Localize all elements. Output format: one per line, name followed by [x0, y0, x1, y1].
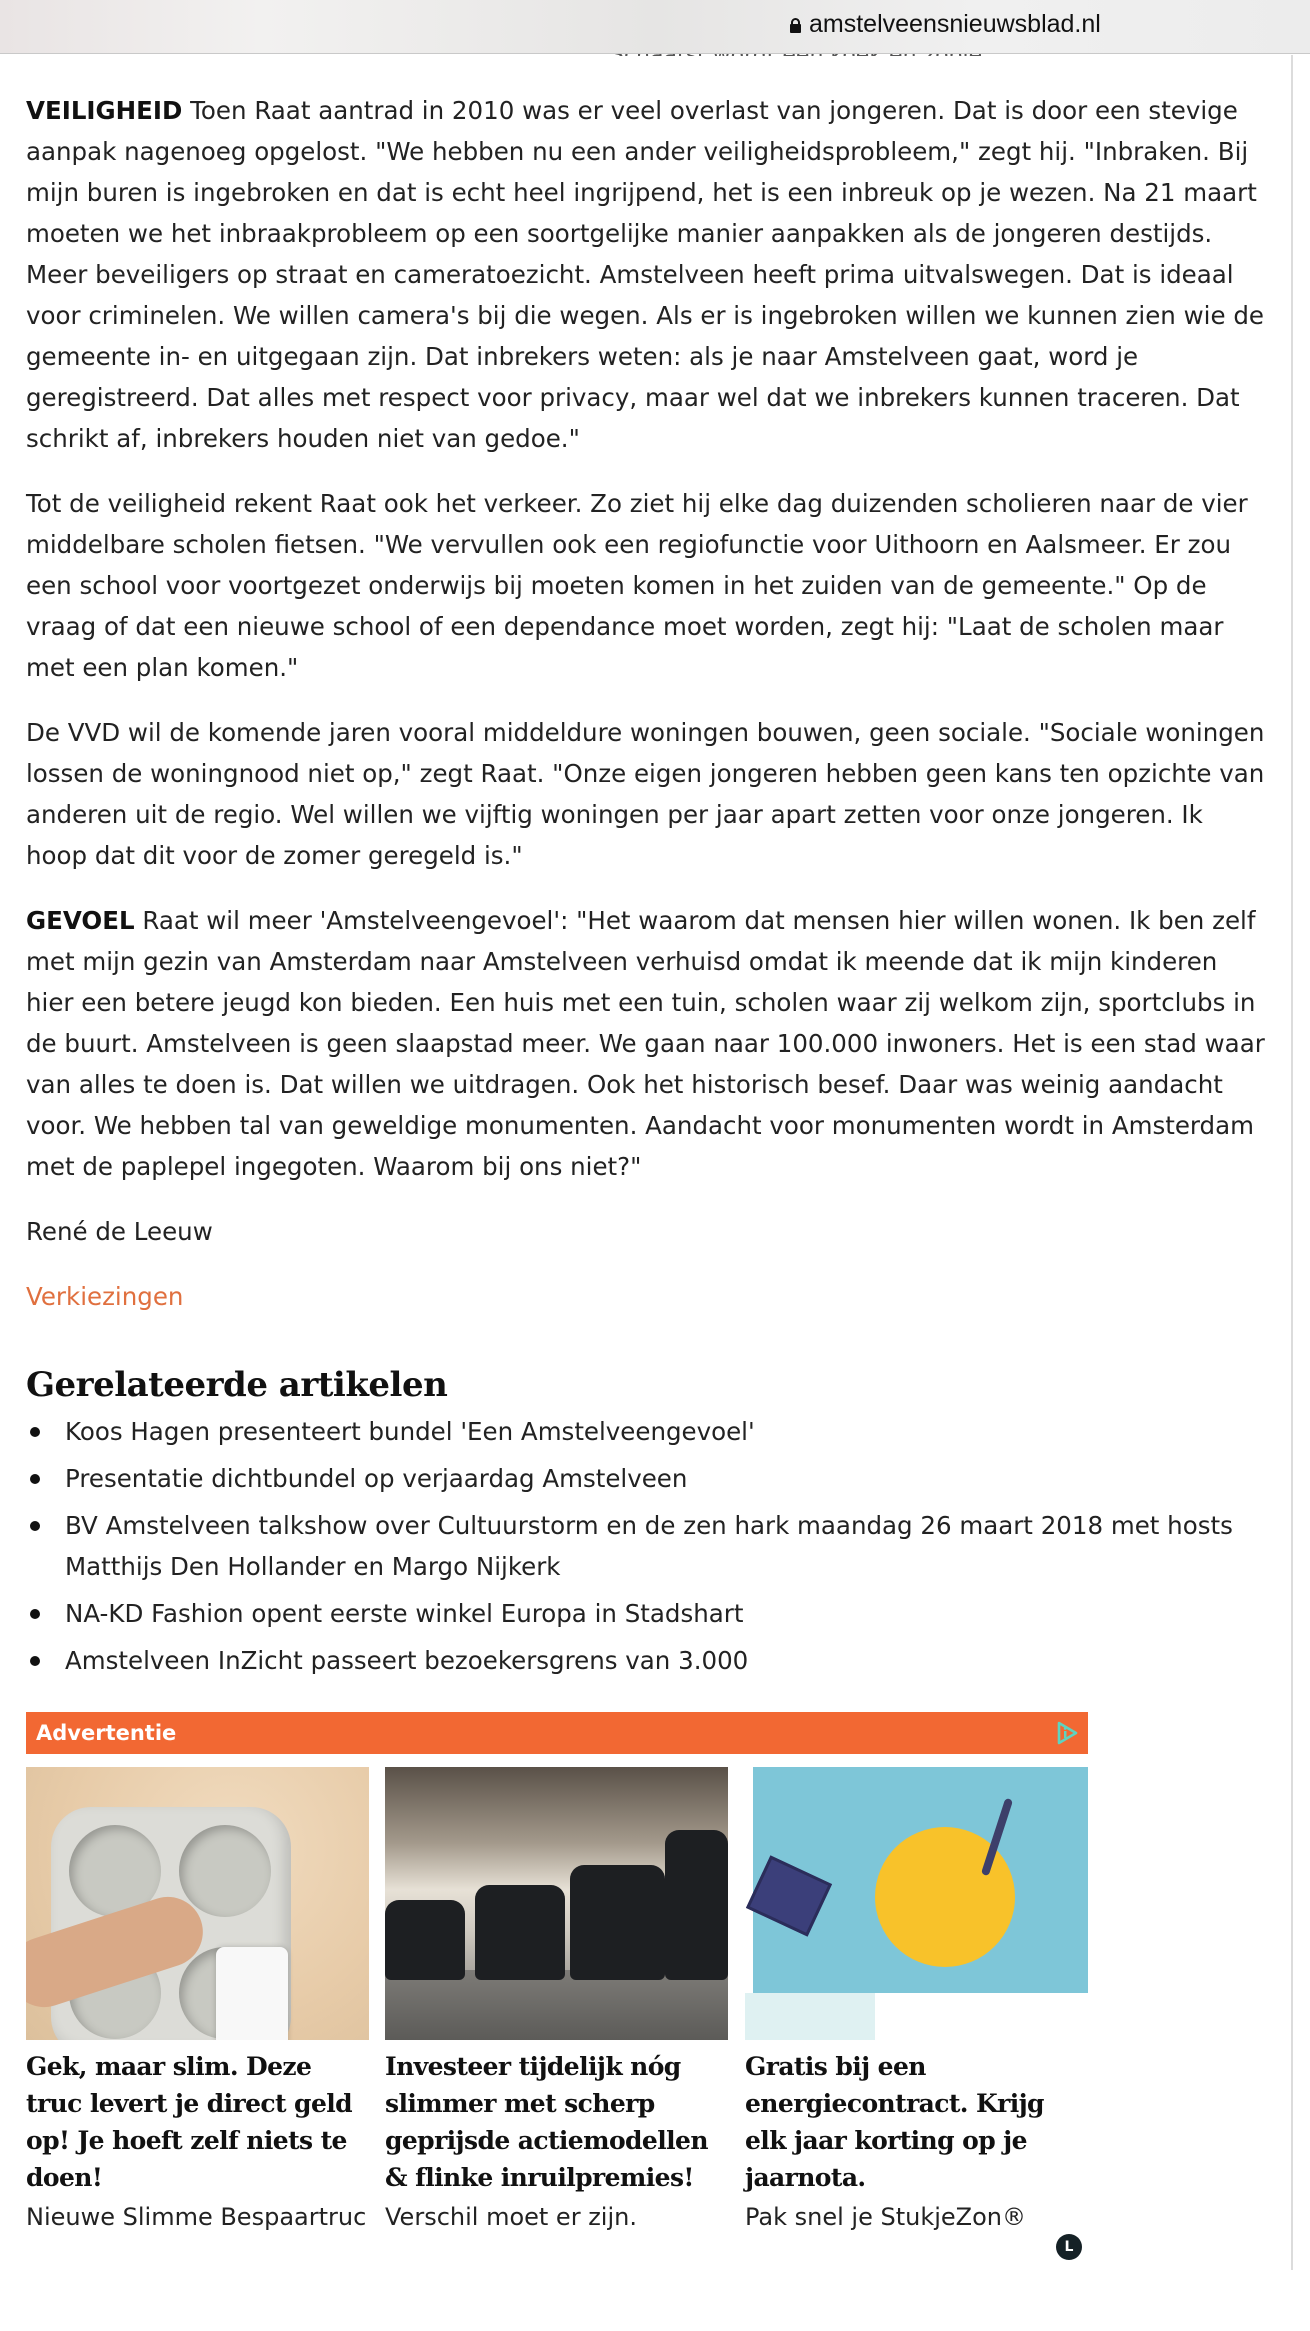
advertisement-header	[26, 1712, 1088, 1754]
article-body	[26, 90, 1266, 1317]
ad-card[interactable]	[385, 1767, 728, 2234]
related-link[interactable]: Koos Hagen presenteert bundel 'Een Amstelveengevoel'	[65, 1417, 755, 1446]
related-item[interactable]	[26, 1505, 1266, 1587]
related-item[interactable]	[26, 1411, 1266, 1452]
van	[665, 1830, 728, 1980]
ad-card[interactable]	[745, 1767, 1088, 2234]
related-list	[26, 1411, 1266, 1681]
ad-sponsor: Pak snel je StukjeZon®	[745, 2203, 1026, 2231]
van	[475, 1885, 565, 1980]
bullet-icon	[30, 1521, 40, 1531]
related-item[interactable]	[26, 1640, 1266, 1681]
bullet-icon	[30, 1609, 40, 1619]
section-lead: GEVOEL	[26, 906, 135, 935]
url-display[interactable]	[790, 10, 1101, 39]
url-text: amstelveensnieuwsblad.nl	[809, 10, 1101, 38]
ad-title[interactable]: Gratis bij een energiecontract. Krijg elk jaar korting op je jaarnota.	[745, 2052, 1044, 2192]
related-item[interactable]	[26, 1593, 1266, 1634]
ad-sponsor: Verschil moet er zijn.	[385, 2203, 637, 2231]
related-link[interactable]: NA-KD Fashion opent eerste winkel Europa in Stadshart	[65, 1599, 744, 1628]
adchoices-icon[interactable]	[1054, 1720, 1080, 1746]
browser-url-bar[interactable]	[0, 0, 1310, 54]
ad-title[interactable]: Gek, maar slim. Deze truc levert je direct geld op! Je hoeft zelf niets te doen!	[26, 2052, 353, 2192]
ad-sponsor: Nieuwe Slimme Bespaartruc	[26, 2203, 367, 2231]
smiling-sun-illustration[interactable]	[745, 1767, 1088, 2040]
related-articles	[26, 1365, 1266, 1687]
vans-in-warehouse-photo[interactable]	[385, 1767, 728, 2040]
page-edge-divider	[1291, 55, 1293, 2270]
van	[385, 1900, 465, 1980]
related-item[interactable]	[26, 1458, 1266, 1499]
bullet-icon	[30, 1427, 40, 1437]
bullet-icon	[30, 1474, 40, 1484]
related-link[interactable]: Amstelveen InZicht passeert bezoekersgrens van 3.000	[65, 1646, 749, 1675]
advertisement-label: Advertentie	[36, 1721, 177, 1745]
article-paragraph: GEVOEL Raat wil meer 'Amstelveengevoel': "Het waarom dat mensen hier willen wonen. Ik ben zelf met mijn gezin van Amsterdam naar Amstelveen verhuisd omdat ik meende dat ik mijn kinderen hier een betere jeugd kon bieden. Een huis met een tuin, scholen waar zij welkom zijn, sportclubs in de buurt. Amstelveen is geen slaapstad meer. We gaan naar 100.000 inwoners. Het is een stad waar van alles te doen is. Dat willen we uitdragen. Ook het historisch besef. Daar was weinig aandacht voor. We hebben tal van geweldige monumenten. Aandacht voor monumenten wordt in Amsterdam met de paplepel ingegoten. Waarom bij ons niet?"	[26, 906, 1265, 1181]
article-paragraph: VEILIGHEID Toen Raat aantrad in 2010 was er veel overlast van jongeren. Dat is door een stevige aanpak nagenoeg opgelost. "We hebben nu een ander veiligheidsprobleem," zegt hij. "Inbraken. Bij mijn buren is ingebroken en dat is echt heel ingrijpend, het is een inbreuk op je wezen. Na 21 maart moeten we het inbraakprobleem op een soortgelijke manier aanpakken als de jongeren destijds. Meer beveiligers op straat en cameratoezicht. Amstelveen heeft prima uitvalswegen. Dat is ideaal voor criminelen. We willen camera's bij die wegen. Als er is ingebroken willen we kunnen zien wie de gemeente in- en uitgegaan zijn. Dat inbrekers weten: als je naar Amstelveen gaat, word je geregistreerd. Dat alles met respect voor privacy, maar wel dat we inbrekers kunnen traceren. Dat schrikt af, inbrekers houden niet van gedoe."	[26, 96, 1264, 453]
ad-title[interactable]: Investeer tijdelijk nóg slimmer met scherp geprijsde actiemodellen & flinke inruilpremies!	[385, 2052, 708, 2192]
socket-hole	[179, 1825, 271, 1917]
power-socket-photo[interactable]	[26, 1767, 369, 2040]
related-link[interactable]: Presentatie dichtbundel op verjaardag Amstelveen	[65, 1464, 688, 1493]
article-paragraph: Tot de veiligheid rekent Raat ook het verkeer. Zo ziet hij elke dag duizenden scholieren naar de vier middelbare scholen fietsen. "We vervullen ook een regiofunctie voor Uithoorn en Aalsmeer. Er zou een school voor voortgezet onderwijs bij moeten komen in het zuiden van de gemeente." Op de vraag of dat een nieuwe school of een dependance moet worden, zegt hij: "Laat de scholen maar met een plan komen."	[26, 489, 1248, 682]
author-byline: René de Leeuw	[26, 1217, 213, 1246]
lock-icon	[790, 18, 801, 33]
related-heading: Gerelateerde artikelen	[26, 1365, 448, 1405]
pale-block	[745, 1993, 875, 2040]
related-link[interactable]: BV Amstelveen talkshow over Cultuurstorm en de zen hark maandag 26 maart 2018 met hosts Matthijs Den Hollander en Margo Nijkerk	[65, 1511, 1233, 1581]
usb-plug	[216, 1947, 288, 2040]
tag-link-verkiezingen[interactable]: Verkiezingen	[26, 1282, 184, 1311]
section-lead: VEILIGHEID	[26, 96, 183, 125]
floating-badge[interactable]: L	[1056, 2234, 1082, 2260]
floor	[385, 1970, 728, 2040]
van	[570, 1865, 665, 1980]
ad-card[interactable]	[26, 1767, 369, 2234]
bullet-icon	[30, 1656, 40, 1666]
article-paragraph: De VVD wil de komende jaren vooral middeldure woningen bouwen, geen sociale. "Sociale woningen lossen de woningnood niet op," zegt Raat. "Onze eigen jongeren hebben geen kans ten opzichte van anderen uit de regio. Wel willen we vijftig woningen per jaar apart zetten voor onze jongeren. Ik hoop dat dit voor de zomer geregeld is."	[26, 718, 1265, 870]
